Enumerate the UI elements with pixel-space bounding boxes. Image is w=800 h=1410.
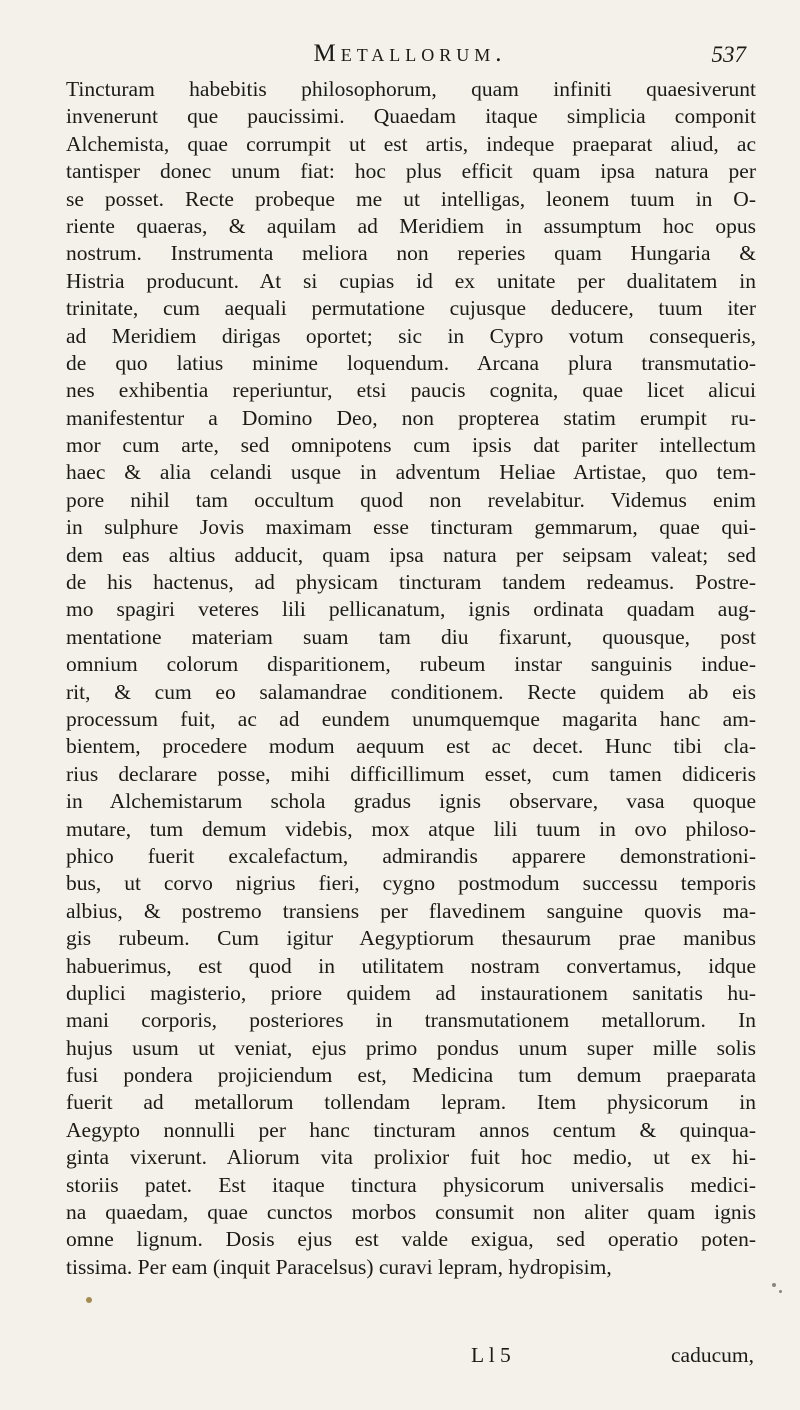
catchword: caducum, <box>671 1343 754 1367</box>
page-number: 537 <box>711 42 746 67</box>
text-line: de quo latius minime loquendum. Arcana plura transmutatio- <box>66 350 756 375</box>
text-line: Histria producunt. At si cupias id ex unitate per dualitatem in <box>66 268 756 293</box>
text-line: rius declarare posse, mihi difficillimum esset, cum tamen didiceris <box>66 761 756 786</box>
text-line: hujus usum ut veniat, ejus primo pondus unum super mille solis <box>66 1035 756 1060</box>
text-line: in Alchemistarum schola gradus ignis observare, vasa quoque <box>66 789 756 814</box>
text-line: Alchemista, quae corrumpit ut est artis, indeque praeparat aliud, ac <box>66 131 756 156</box>
ink-speck <box>772 1283 776 1287</box>
text-line: storiis patet. Est itaque tinctura physicorum universalis medici- <box>66 1172 756 1197</box>
text-line: tantisper donec unum fiat: hoc plus efficit quam ipsa natura per <box>66 159 756 184</box>
text-line: mutare, tum demum videbis, mox atque lili tuum in ovo philoso- <box>66 816 756 841</box>
running-title: Metallorum. <box>313 40 507 67</box>
text-line: processum fuit, ac ad eundem unumquemque magarita hanc am- <box>66 706 756 731</box>
text-line: nostrum. Instrumenta meliora non reperies quam Hungaria & <box>66 241 756 266</box>
text-line: duplici magisterio, priore quidem ad instaurationem sanitatis hu- <box>66 980 756 1005</box>
text-line: ad Meridiem dirigas oportet; sic in Cypro votum consequeris, <box>66 323 756 348</box>
text-line: Aegypto nonnulli per hanc tincturam annos centum & quinqua- <box>66 1117 756 1142</box>
text-line: ginta vixerunt. Aliorum vita prolixior fuit hoc medio, ut ex hi- <box>66 1145 756 1170</box>
text-line: fusi pondera projiciendum est, Medicina tum demum praeparata <box>66 1063 756 1088</box>
text-line: dem eas altius adducit, quam ipsa natura per seipsam valeat; sed <box>66 542 756 567</box>
text-line: se posset. Recte probeque me ut intelligas, leonem tuum in O- <box>66 186 756 211</box>
text-line: phico fuerit excalefactum, admirandis apparere demonstrationi- <box>66 843 756 868</box>
text-line: de his hactenus, ad physicam tincturam tandem redeamus. Postre- <box>66 570 756 595</box>
text-line: bientem, procedere modum aequum est ac decet. Hunc tibi cla- <box>66 734 756 759</box>
text-line: invenerunt que paucissimi. Quaedam itaque simplicia componit <box>66 104 756 129</box>
text-line: mor cum arte, sed omnipotens cum ipsis dat pariter intellectum <box>66 433 756 458</box>
text-line: haec & alia celandi usque in adventum Heliae Artistae, quo tem- <box>66 460 756 485</box>
text-line: manifestentur a Domino Deo, non propterea statim erumpit ru- <box>66 405 756 430</box>
text-line: Tincturam habebitis philosophorum, quam infiniti quaesiverunt <box>66 77 756 101</box>
text-line: gis rubeum. Cum igitur Aegyptiorum thesaurum prae manibus <box>66 926 756 951</box>
text-line: trinitate, cum aequali permutatione cujusque deducere, tuum iter <box>66 296 756 321</box>
text-line: riente quaeras, & aquilam ad Meridiem in assumptum hoc opus <box>66 213 756 238</box>
ink-speck <box>779 1290 782 1293</box>
text-line: mentatione materiam suam tam diu fixarunt, quousque, post <box>66 624 756 649</box>
text-line: in sulphure Jovis maximam esse tincturam gemmarum, quae qui- <box>66 515 756 540</box>
text-line: mani corporis, posteriores in transmutationem metallorum. In <box>66 1008 756 1033</box>
text-line: omne lignum. Dosis ejus est valde exigua, sed operatio poten- <box>66 1227 756 1252</box>
text-line: habuerimus, est quod in utilitatem nostram convertamus, idque <box>66 953 756 978</box>
text-line: na quaedam, quae cunctos morbos consumit non aliter quam ignis <box>66 1200 756 1225</box>
text-line: rit, & cum eo salamandrae conditionem. Recte quidem ab eis <box>66 679 756 704</box>
text-line: pore nihil tam occultum quod non revelabitur. Videmus enim <box>66 487 756 512</box>
page-header <box>70 40 750 74</box>
text-line: albius, & postremo transiens per flavedinem sanguine quovis ma- <box>66 898 756 923</box>
text-line: tissima. Per eam (inquit Paracelsus) curavi lepram, hydropisim, <box>66 1254 612 1279</box>
text-line: omnium colorum disparitionem, rubeum instar sanguinis indue- <box>66 652 756 677</box>
body-text <box>66 76 756 1281</box>
text-line: bus, ut corvo nigrius fieri, cygno postmodum successu temporis <box>66 871 756 896</box>
text-line: nes exhibentia reperiuntur, etsi paucis cognita, quae licet alicui <box>66 378 756 403</box>
ink-speck <box>86 1297 92 1303</box>
text-line: fuerit ad metallorum tollendam lepram. Item physicorum in <box>66 1090 756 1115</box>
signature-mark: L l 5 <box>471 1343 511 1367</box>
page-footer <box>66 1343 756 1371</box>
text-line: mo spagiri veteres lili pellicanatum, ignis ordinata quadam aug- <box>66 597 756 622</box>
